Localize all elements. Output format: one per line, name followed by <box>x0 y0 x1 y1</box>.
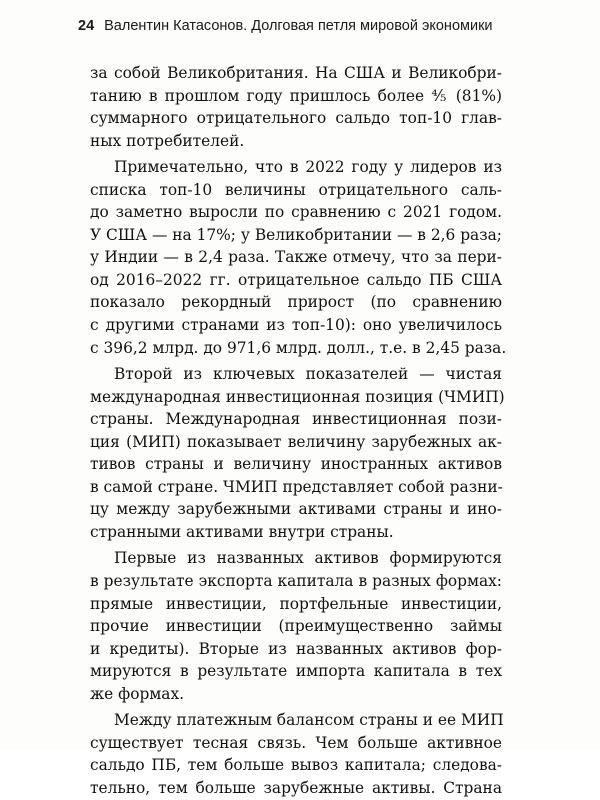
text-line: У США — на 17%; у Великобритании — в 2,6 раза; <box>90 225 502 244</box>
text-line: цу между зарубежными активами страны и ино- <box>90 500 502 519</box>
text-line: мируются в результате импорта капитала в тех <box>90 662 502 681</box>
text-line: в самой стране. ЧМИП представляет собой разни- <box>90 477 503 496</box>
text-line: с 396,2 млрд. до 971,6 млрд. долл., т.е. в 2,45 раза. <box>90 338 507 357</box>
text-line: прочие инвестиции (преимущественно займы <box>90 617 502 636</box>
text-line: Второй из ключевых показателей — чистая <box>114 365 502 384</box>
text-line: ных потребителей. <box>90 131 245 150</box>
paragraph <box>90 547 502 705</box>
text-line: до заметно выросли по сравнению с 2021 годом. <box>90 203 502 222</box>
text-line: Примечательно, что в 2022 году у лидеров из <box>114 158 502 177</box>
text-line: Между платежным балансом страны и ее МИП <box>114 711 504 730</box>
running-title: Валентин Катасонов. Долговая петля мировой экономики <box>104 18 493 34</box>
paragraph <box>90 62 502 152</box>
text-line: же формах. <box>90 684 185 703</box>
text-line: показало рекордный прирост (по сравнению <box>90 293 502 312</box>
text-line: странными активами внутри страны. <box>90 522 394 541</box>
text-line: страны. Международная инвестиционная пози- <box>90 410 502 429</box>
text-line: од 2016–2022 гг. отрицательное сальдо ПБ США <box>90 270 502 289</box>
text-line: за собой Великобритания. На США и Великобри- <box>90 64 502 82</box>
text-line: сальдо ПБ, тем больше вывоз капитала; следова- <box>90 756 502 775</box>
text-line: ция (МИП) показывает величину зарубежных ак- <box>90 432 502 451</box>
paragraph <box>90 709 502 799</box>
text-line: тельно, тем больше зарубежные активы. Страна <box>90 778 502 797</box>
paragraph <box>90 363 505 543</box>
text-line: танию в прошлом году пришлось более ⅘ (81%) <box>90 86 502 105</box>
page-number: 24 <box>78 18 95 34</box>
text-line: в результате экспорта капитала в разных формах: <box>90 572 502 591</box>
text-line: существует тесная связь. Чем больше активное <box>90 733 502 752</box>
text-line: и кредиты). Вторые из названных активов фор- <box>90 639 502 658</box>
text-line: суммарного отрицательного сальдо топ-10 глав- <box>90 109 502 128</box>
text-line: Первые из названных активов формируются <box>114 549 502 568</box>
text-line: тивов страны и величину иностранных активов <box>90 455 502 474</box>
body-text <box>90 62 507 800</box>
text-line: прямые инвестиции, портфельные инвестиции, <box>90 594 502 613</box>
paragraph <box>90 156 507 359</box>
text-line: списка топ-10 величины отрицательного саль- <box>90 180 502 199</box>
text-line: у Индии — в 2,4 раза. Также отмечу, что за пери- <box>90 248 502 267</box>
text-line: международная инвестиционная позиция (ЧМИП) <box>90 387 505 406</box>
text-line: с другими странами из топ-10): оно увеличилось <box>90 316 502 335</box>
running-header <box>78 18 528 34</box>
